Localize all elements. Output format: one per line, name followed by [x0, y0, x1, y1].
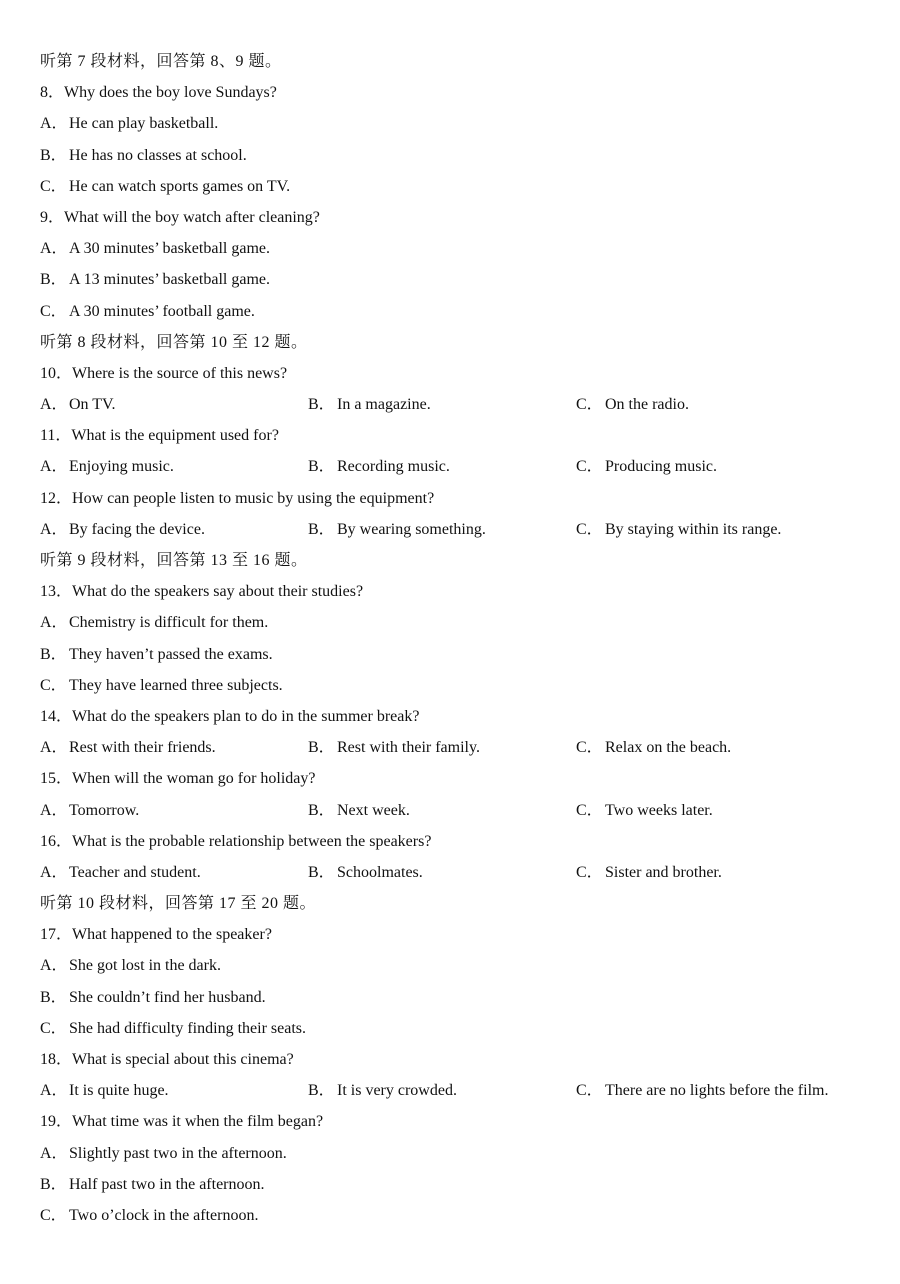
option-text: A 30 minutes’ basketball game.: [69, 240, 270, 258]
option-text: Chemistry is difficult for them.: [69, 614, 269, 632]
question-text: What is special about this cinema?: [72, 1051, 294, 1068]
option-text: He can play basketball.: [69, 115, 219, 133]
option-label: A．: [40, 739, 68, 757]
option-text: Rest with their friends.: [69, 739, 216, 757]
option-text: Slightly past two in the afternoon.: [69, 1144, 287, 1162]
answer-option[interactable]: [576, 389, 689, 420]
question-number: 9．: [40, 208, 65, 226]
answer-option[interactable]: [576, 1075, 828, 1106]
option-label: C．: [576, 801, 603, 819]
option-text: By staying within its range.: [605, 520, 782, 538]
option-text: By facing the device.: [69, 520, 205, 538]
question-line: [40, 1106, 880, 1137]
answer-option[interactable]: [40, 950, 880, 981]
answer-option[interactable]: [40, 982, 880, 1013]
option-label: A．: [40, 240, 68, 258]
question-number: 16．: [40, 832, 73, 850]
answer-option[interactable]: [40, 171, 880, 202]
answer-option[interactable]: [40, 670, 880, 701]
answer-option[interactable]: [40, 1200, 880, 1231]
option-label: B．: [308, 739, 335, 757]
question-text: What happened to the speaker?: [72, 926, 272, 944]
question-number: 8．: [40, 84, 65, 102]
answer-option[interactable]: [576, 451, 717, 482]
answer-option[interactable]: [40, 296, 880, 327]
option-text: He can watch sports games on TV.: [69, 177, 291, 195]
question-text: Where is the source of this news?: [72, 364, 288, 382]
question-line: [40, 77, 880, 108]
option-label: A．: [40, 520, 68, 538]
option-label: A．: [40, 1144, 68, 1162]
option-label: B．: [40, 645, 67, 663]
options-row: [40, 389, 880, 420]
question-line: [40, 483, 880, 514]
option-text: Schoolmates.: [337, 863, 423, 881]
option-label: C．: [40, 676, 67, 694]
answer-option[interactable]: [40, 233, 880, 264]
question-number: 14．: [40, 707, 73, 725]
option-text: Two weeks later.: [605, 801, 713, 819]
option-text: She got lost in the dark.: [69, 957, 221, 975]
answer-option[interactable]: [40, 389, 116, 420]
option-text: She had difficulty finding their seats.: [69, 1019, 306, 1037]
section-intro: 听第 9 段材料，回答第 13 至 16 题。: [40, 552, 308, 569]
options-row: [40, 795, 880, 826]
option-label: C．: [40, 1019, 67, 1037]
question-line: [40, 701, 880, 732]
option-label: C．: [576, 739, 603, 757]
question-line: [40, 358, 880, 389]
answer-option[interactable]: [40, 639, 880, 670]
option-text: Relax on the beach.: [605, 739, 732, 757]
option-text: Recording music.: [337, 458, 450, 476]
answer-option[interactable]: [40, 1138, 880, 1169]
option-label: B．: [40, 146, 67, 164]
answer-option[interactable]: [308, 514, 486, 545]
option-text: Sister and brother.: [605, 863, 722, 881]
answer-option[interactable]: [308, 1075, 457, 1106]
question-text: What do the speakers say about their studies?: [72, 583, 364, 601]
question-number: 13．: [40, 583, 73, 601]
exam-page: [40, 46, 880, 1231]
answer-option[interactable]: [40, 1013, 880, 1044]
option-text: Tomorrow.: [69, 801, 140, 819]
option-label: A．: [40, 115, 68, 133]
question-line: [40, 763, 880, 794]
question-text: What is the equipment used for?: [71, 427, 279, 445]
answer-option[interactable]: [40, 264, 880, 295]
option-label: A．: [40, 396, 68, 414]
answer-option[interactable]: [308, 451, 450, 482]
answer-option[interactable]: [576, 795, 713, 826]
option-label: B．: [40, 1175, 67, 1193]
option-text: Next week.: [337, 801, 410, 819]
option-text: On TV.: [69, 396, 116, 414]
option-text: Teacher and student.: [69, 863, 201, 881]
options-row: [40, 514, 880, 545]
question-number: 10．: [40, 364, 73, 382]
option-text: A 13 minutes’ basketball game.: [69, 271, 270, 289]
option-text: They have learned three subjects.: [69, 676, 283, 694]
answer-option[interactable]: [40, 607, 880, 638]
section-intro: 听第 10 段材料，回答第 17 至 20 题。: [40, 895, 317, 913]
option-label: B．: [308, 1082, 335, 1100]
question-line: [40, 826, 880, 857]
answer-option[interactable]: [308, 732, 480, 763]
question-number: 11．: [40, 427, 72, 445]
question-line: [40, 919, 880, 950]
option-text: Enjoying music.: [69, 458, 174, 476]
question-line: [40, 576, 880, 607]
option-text: Two o’clock in the afternoon.: [69, 1206, 259, 1224]
answer-option[interactable]: [40, 857, 201, 888]
question-line: [40, 202, 880, 233]
answer-option[interactable]: [576, 857, 722, 888]
option-label: B．: [40, 988, 67, 1006]
answer-option[interactable]: [308, 389, 431, 420]
section-intro: 听第 7 段材料，回答第 8、9 题。: [40, 53, 282, 70]
question-text: How can people listen to music by using the equipment?: [72, 489, 435, 507]
question-text: What will the boy watch after cleaning?: [64, 208, 320, 226]
option-label: B．: [308, 396, 335, 414]
answer-option[interactable]: [40, 732, 216, 763]
answer-option[interactable]: [40, 514, 205, 545]
option-text: Rest with their family.: [337, 739, 480, 757]
option-text: A 30 minutes’ football game.: [69, 302, 255, 320]
answer-option[interactable]: [576, 732, 731, 763]
option-label: A．: [40, 1082, 68, 1100]
option-text: Half past two in the afternoon.: [69, 1175, 265, 1193]
answer-option[interactable]: [40, 1169, 880, 1200]
option-text: They haven’t passed the exams.: [69, 645, 273, 663]
option-text: By wearing something.: [337, 520, 486, 538]
answer-option[interactable]: [576, 514, 781, 545]
option-label: C．: [40, 302, 67, 320]
options-row: [40, 732, 880, 763]
option-label: C．: [576, 1082, 603, 1100]
option-label: A．: [40, 458, 68, 476]
answer-option[interactable]: [40, 795, 139, 826]
option-label: A．: [40, 863, 68, 881]
option-text: It is quite huge.: [69, 1082, 169, 1100]
option-label: A．: [40, 957, 68, 975]
option-text: In a magazine.: [337, 396, 431, 414]
option-label: C．: [576, 863, 603, 881]
option-label: A．: [40, 614, 68, 632]
question-number: 18．: [40, 1051, 73, 1068]
options-row: [40, 451, 880, 482]
options-row: [40, 1075, 880, 1106]
question-number: 15．: [40, 770, 73, 788]
section-intro: 听第 8 段材料，回答第 10 至 12 题。: [40, 333, 308, 351]
option-label: B．: [308, 520, 335, 538]
option-text: Producing music.: [605, 458, 717, 476]
question-text: What time was it when the film began?: [72, 1113, 324, 1131]
answer-option[interactable]: [308, 857, 423, 888]
question-line: [40, 420, 880, 451]
question-number: 12．: [40, 489, 73, 507]
option-label: B．: [308, 458, 335, 476]
option-text: It is very crowded.: [337, 1082, 457, 1100]
option-label: C．: [576, 458, 603, 476]
option-label: B．: [40, 271, 67, 289]
answer-option[interactable]: [40, 108, 880, 139]
option-text: She couldn’t find her husband.: [69, 988, 266, 1006]
option-label: A．: [40, 801, 68, 819]
question-number: 17．: [40, 926, 73, 944]
option-label: B．: [308, 863, 335, 881]
answer-option[interactable]: [308, 795, 410, 826]
question-line: [40, 1044, 880, 1075]
option-label: C．: [40, 1206, 67, 1224]
option-label: C．: [576, 520, 603, 538]
question-text: What do the speakers plan to do in the summer break?: [72, 707, 420, 725]
question-text: When will the woman go for holiday?: [72, 770, 316, 788]
answer-option[interactable]: [40, 140, 880, 171]
answer-option[interactable]: [40, 1075, 169, 1106]
option-text: He has no classes at school.: [69, 146, 247, 164]
option-text: On the radio.: [605, 396, 689, 414]
options-row: [40, 857, 880, 888]
question-number: 19．: [40, 1113, 73, 1131]
option-text: There are no lights before the film.: [605, 1082, 829, 1100]
option-label: C．: [576, 396, 603, 414]
option-label: C．: [40, 177, 67, 195]
option-label: B．: [308, 801, 335, 819]
question-text: What is the probable relationship between the speakers?: [72, 832, 432, 850]
question-text: Why does the boy love Sundays?: [64, 84, 277, 102]
answer-option[interactable]: [40, 451, 174, 482]
